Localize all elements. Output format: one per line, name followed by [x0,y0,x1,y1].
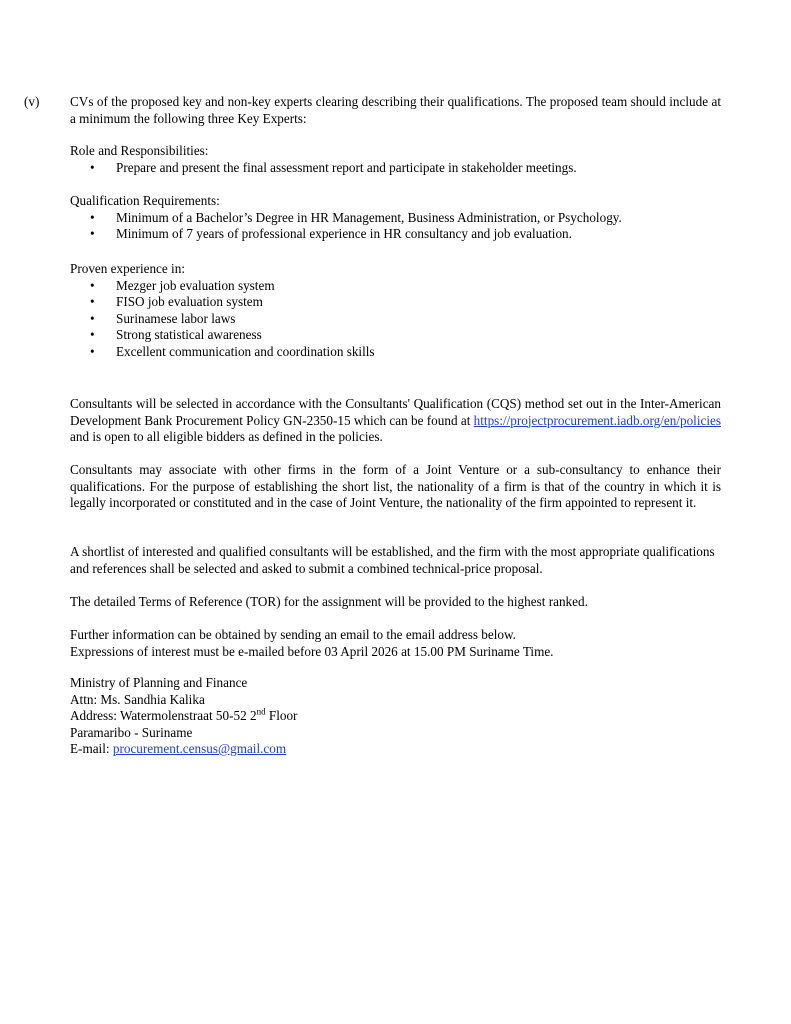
qualification-section [70,193,721,243]
contact-attn: Attn: Ms. Sandhia Kalika [70,691,205,707]
address-suffix: Floor [265,708,298,723]
experience-item: • Excellent communication and coordination skills [70,344,721,361]
selection-paragraph [70,396,721,446]
shortlist-text: A shortlist of interested and qualified consultants will be established, and the firm with the most appropriate qualifications and references shall be selected and asked to submit a combined technical-price proposal. [70,544,715,576]
role-item: • Prepare and present the final assessment report and participate in stakeholder meetings. [70,160,721,177]
shortlist-paragraph [70,544,721,577]
experience-section [70,261,721,360]
qualification-item: • Minimum of 7 years of professional experience in HR consultancy and job evaluation. [70,226,721,243]
qualification-list [70,210,721,243]
address-superscript: nd [256,706,266,717]
qualification-item: • Minimum of a Bachelor’s Degree in HR Management, Business Administration, or Psychology. [70,210,721,227]
experience-list [70,278,721,361]
experience-item: • Surinamese labor laws [70,311,721,328]
tor-text: The detailed Terms of Reference (TOR) for the assignment will be provided to the highest ranked. [70,594,588,609]
qualification-heading: Qualification Requirements: [70,193,220,208]
role-heading: Role and Responsibilities: [70,143,209,158]
experience-item: • Mezger job evaluation system [70,278,721,295]
address-prefix: Address: Watermolenstraat 50-52 2 [70,708,257,723]
contact-org: Ministry of Planning and Finance [70,675,248,690]
role-section [70,143,721,176]
tor-paragraph [70,594,721,611]
selection-text [70,396,721,446]
role-list [70,160,721,177]
association-paragraph [70,462,721,512]
experience-item: • FISO job evaluation system [70,294,721,311]
deadline-text: Expressions of interest must be e-mailed before 03 April 2026 at 15.00 PM Suriname Time. [70,643,554,659]
experience-heading: Proven experience in: [70,261,185,276]
policies-link[interactable]: https://projectprocurement.iadb.org/en/policies [473,412,721,428]
item-marker: (v) [24,94,40,109]
email-label: E-mail: [70,741,113,756]
association-text: Consultants may associate with other firms in the form of a Joint Venture or a sub-consultancy to enhance their qualifications. For the purpose of establishing the short list, the nationality of a firm is that of the country in which it is legally incorporated or constituted and in the case of Joint Venture, the nationality of the firm appointed to represent it. [70,462,721,510]
contact-block [70,675,721,758]
contact-city: Paramaribo - Suriname [70,724,193,740]
further-info-text: Further information can be obtained by sending an email to the email address below. [70,627,516,642]
experience-item: • Strong statistical awareness [70,327,721,344]
selection-text-after: and is open to all eligible bidders as defined in the policies. [70,429,383,444]
email-link[interactable]: procurement.census@gmail.com [112,741,287,756]
info-paragraph [70,627,721,660]
selection-text-before: Consultants will be selected in accordance with the Consultants' Qualification (CQS) method set out in the Inter-American Development Bank Procurement Policy GN-2350-15 which can be found at [70,396,721,428]
contact-address [70,708,721,725]
item-v-intro: CVs of the proposed key and non-key experts clearing describing their qualifications. The proposed team should include at a minimum the following three Key Experts: [70,94,721,126]
contact-email-line [70,741,721,758]
item-v-body [70,94,721,127]
